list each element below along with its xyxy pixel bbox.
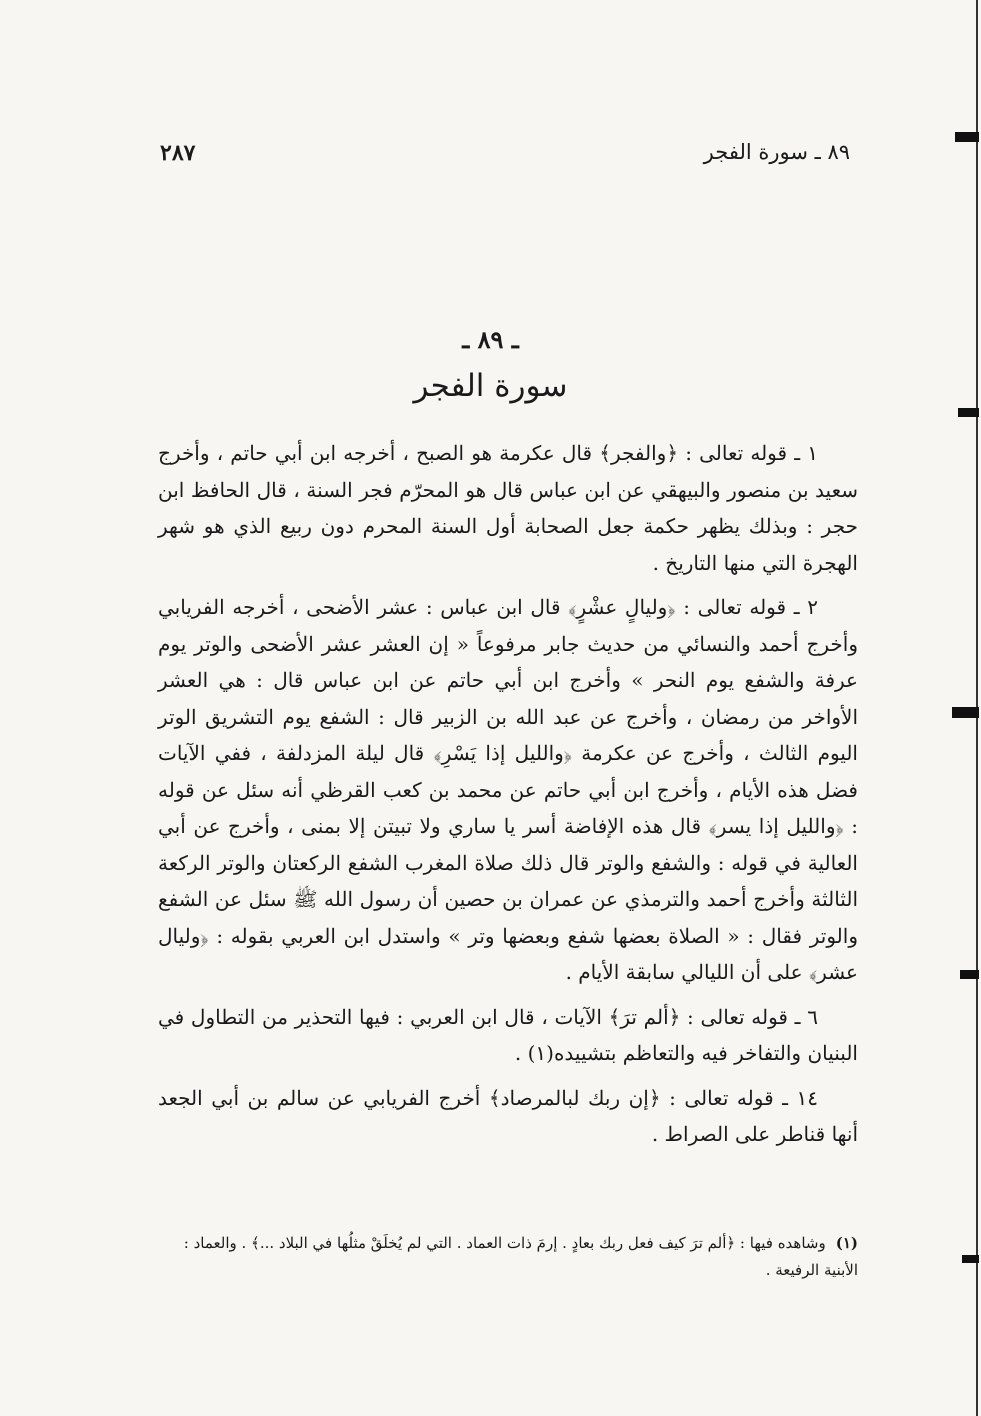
paragraph-verse-2: ٢ ـ قوله تعالى : ﴿وليالٍ عشْرٍ﴾ قال ابن عباس : عشر الأضحى ، أخرجه الفريابي وأخرج أحمد والنسائي من حديث جابر مرفوعاً « إن العشر عشر الأضحى والوتر يوم عرفة والشفع يوم النحر » وأخرج ابن أبي حاتم عن ابن عباس قال : هي العشر الأواخر من رمضان ، وأخرج عن عبد الله بن الزبير قال : الشفع يوم التشريق الوتر اليوم الثالث ، وأخرج عن عكرمة ﴿والليل إذا يَسْرِ﴾ قال ليلة المزدلفة ، ففي الآيات فضل هذه الأيام ، وأخرج ابن أبي حاتم عن محمد بن كعب القرظي أنه سئل عن قوله : ﴿والليل إذا يسر﴾ قال هذه الإفاضة أسر يا ساري ولا تبيتن إلا بمنى ، وأخرج عن أبي العالية في قوله : والشفع والوتر قال ذلك صلاة المغرب الشفع الركعتان والوتر الركعة الثالثة وأخرج أحمد والترمذي عن عمران بن حصين أن رسول الله ﷺ سئل عن الشفع والوتر فقال : « الصلاة بعضها شفع وبعضها وتر » واستدل ابن العربي بقوله : ﴿وليال عشر﴾ على أن الليالي سابقة الأيام . (158, 595, 858, 984)
paragraph-verse-1: ١ ـ قوله تعالى : ﴿والفجر﴾ قال عكرمة هو الصبح ، أخرجه ابن أبي حاتم ، وأخرج سعيد بن منصور والبيهقي عن ابن عباس قال هو المحرّم فجر السنة ، قال الحافظ ابن حجر : وبذلك يظهر حكمة جعل الصحابة أول السنة المحرم دون ربيع الذي هو شهر الهجرة التي منها التاريخ . (158, 441, 858, 575)
paragraph-verse-6: ٦ ـ قوله تعالى : ﴿ألم ترَ﴾ الآيات ، قال ابن العربي : فيها التحذير من التطاول في البنيان والتفاخر فيه والتعاظم بتشييده(١) . (158, 1004, 858, 1065)
running-header (160, 140, 850, 180)
chapter-label: ٨٩ ـ سورة الفجر (703, 140, 850, 164)
surah-number: ـ ٨٩ ـ (462, 325, 519, 354)
paragraph-verse-14: ١٤ ـ قوله تعالى : ﴿إن ربك لبالمرصاد﴾ أخرج الفريابي عن سالم بن أبي الجعد أنها قناطر على الصراط . (158, 1085, 858, 1146)
footnote-marker: (١) (835, 1234, 858, 1252)
surah-title: سورة الفجر (413, 368, 568, 404)
scan-edge-mark (955, 132, 979, 142)
page-number: ٢٨٧ (160, 140, 196, 166)
commentary-body (158, 435, 858, 1161)
scan-edge-mark (962, 1255, 979, 1263)
scan-edge-mark (952, 707, 979, 718)
scan-edge-mark (960, 970, 979, 979)
footnote-text: وشاهده فيها : ﴿ألم ترَ كيف فعل ربك بعادٍ . إرمَ ذات العماد . التي لم يُخلَقْ مثلُها في البلاد ...﴾ . والعماد : الأبنية الرفيعة . (183, 1234, 858, 1279)
footnote (158, 1230, 858, 1284)
scan-edge-mark (958, 408, 979, 417)
